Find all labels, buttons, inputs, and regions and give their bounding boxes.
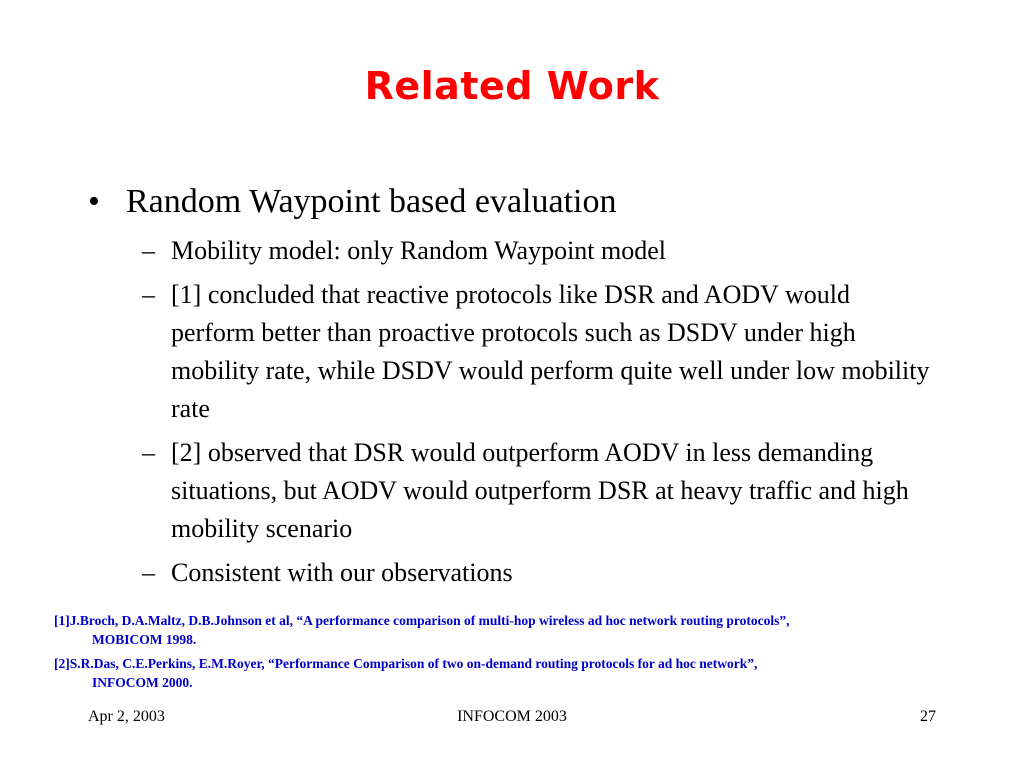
references [54, 611, 1004, 697]
dash-marker: – [142, 438, 155, 467]
footer-page-number: 27 [920, 708, 936, 725]
sub-bullet-text: Mobility model: only Random Waypoint model [171, 236, 667, 265]
slide-title: Related Work [364, 64, 660, 108]
reference-1-line2: MOBICOM 1998. [92, 632, 197, 647]
reference-1 [54, 611, 1004, 649]
sub-bullet-text: Consistent with our observations [171, 558, 513, 587]
dash-marker: – [142, 236, 155, 265]
bullet-marker: • [88, 183, 100, 220]
sub-bullet-item [88, 276, 931, 428]
main-bullet-text: Random Waypoint based evaluation [126, 183, 617, 220]
reference-1-line1: [1]J.Broch, D.A.Maltz, D.B.Johnson et al, “A performance comparison of multi-hop wireless ad hoc network routing protocols”, [54, 613, 790, 628]
reference-2 [54, 654, 1004, 692]
footer-date: Apr 2, 2003 [88, 708, 165, 725]
sub-bullet-item [88, 434, 931, 548]
dash-marker: – [142, 280, 155, 309]
reference-2-line2: INFOCOM 2000. [92, 675, 193, 690]
dash-marker: – [142, 558, 155, 587]
sub-bullet-item [88, 554, 931, 592]
sub-bullet-text: [1] concluded that reactive protocols like DSR and AODV would perform better than proactive protocols such as DSDV under high mobility rate, while DSDV would perform quite well under low mobility rate [171, 280, 930, 423]
main-bullet [88, 180, 948, 224]
slide-content [88, 180, 948, 598]
sub-bullet-text: [2] observed that DSR would outperform AODV in less demanding situations, but AODV would outperform DSR at heavy traffic and high mobility scenario [171, 438, 909, 543]
sub-bullet-list [88, 232, 948, 592]
reference-2-line1: [2]S.R.Das, C.E.Perkins, E.M.Royer, “Performance Comparison of two on-demand routing protocols for ad hoc network”, [54, 656, 758, 671]
footer-conference: INFOCOM 2003 [457, 708, 567, 725]
sub-bullet-item [88, 232, 931, 270]
